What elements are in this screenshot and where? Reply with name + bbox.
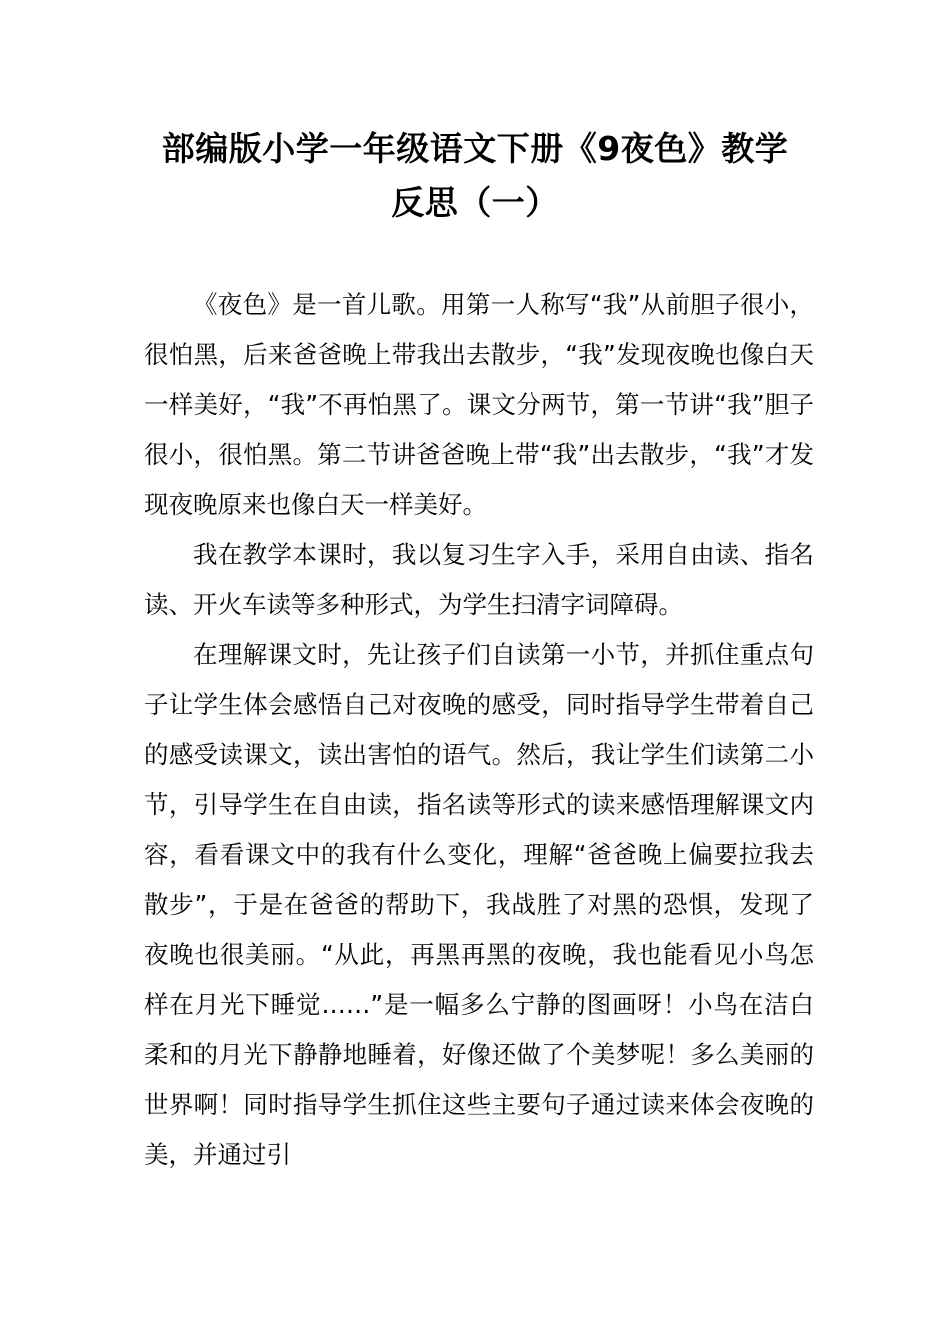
document-body <box>144 280 814 1180</box>
paragraph-3: 在理解课文时，先让孩子们自读第一小节，并抓住重点句子让学生体会感悟自己对夜晚的感受，同时指导学生带着自己的感受读课文，读出害怕的语气。然后，我让学生们读第二小节，引导学生在自由读，指名读等形式的读来感悟理解课文内容，看看课文中的我有什么变化，理解“爸爸晚上偏要拉我去散步”，于是在爸爸的帮助下，我战胜了对黑的恐惧，发现了夜晚也很美丽。“从此，再黑再黑的夜晚，我也能看见小鸟怎样在月光下睡觉……”是一幅多么宁静的图画呀！小鸟在洁白柔和的月光下静静地睡着，好像还做了个美梦呢！多么美丽的世界啊！同时指导学生抓住这些主要句子通过读来体会夜晚的美，并通过引 <box>144 640 814 1169</box>
document-title <box>130 122 820 230</box>
paragraph-1: 《夜色》是一首儿歌。用第一人称写“我”从前胆子很小，很怕黑，后来爸爸晚上带我出去散步，“我”发现夜晚也像白天一样美好，“我”不再怕黑了。课文分两节，第一节讲“我”胆子很小，很怕黑。第二节讲爸爸晚上带“我”出去散步，“我”才发现夜晚原来也像白天一样美好。 <box>144 290 814 519</box>
paragraph-2: 我在教学本课时，我以复习生字入手，采用自由读、指名读、开火车读等多种形式，为学生扫清字词障碍。 <box>144 540 814 619</box>
title-line-1: 部编版小学一年级语文下册《9夜色》教学 <box>161 129 789 168</box>
title-line-2: 反思（一） <box>391 183 559 222</box>
